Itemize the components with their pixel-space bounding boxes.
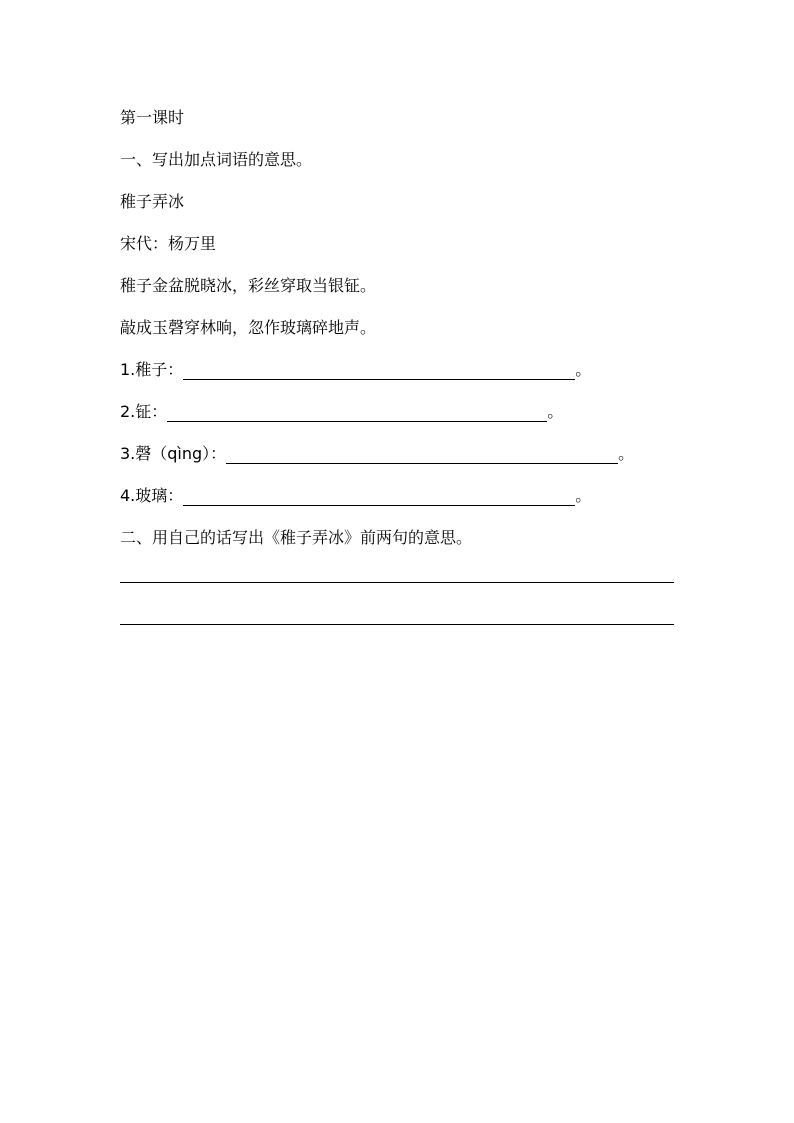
question-3-answer-blank[interactable] bbox=[226, 447, 618, 464]
question-2-label: 2.钲： bbox=[120, 402, 168, 421]
poem-title: 稚子弄冰 bbox=[120, 192, 185, 211]
question-2 bbox=[120, 402, 563, 422]
poem-author: 宋代：杨万里 bbox=[120, 234, 217, 253]
question-4 bbox=[120, 486, 591, 506]
question-1 bbox=[120, 360, 591, 380]
section1-heading: 一、写出加点词语的意思。 bbox=[120, 150, 313, 169]
question-2-end: 。 bbox=[547, 402, 564, 421]
question-3 bbox=[120, 444, 634, 464]
question-4-end: 。 bbox=[575, 486, 592, 505]
lesson-title: 第一课时 bbox=[120, 108, 185, 127]
answer-line-1[interactable] bbox=[120, 582, 674, 583]
question-1-label: 1.稚子： bbox=[120, 360, 184, 379]
answer-line-2[interactable] bbox=[120, 624, 674, 625]
question-4-answer-blank[interactable] bbox=[183, 489, 575, 506]
question-3-label: 3.磬（qìng）： bbox=[120, 444, 227, 463]
poem-line-1: 稚子金盆脱晓冰，彩丝穿取当银钲。 bbox=[120, 276, 377, 295]
question-2-answer-blank[interactable] bbox=[167, 405, 547, 422]
poem-line-2: 敲成玉磬穿林响，忽作玻璃碎地声。 bbox=[120, 318, 377, 337]
section2-heading: 二、用自己的话写出《稚子弄冰》前两句的意思。 bbox=[120, 528, 473, 547]
question-3-end: 。 bbox=[618, 444, 635, 463]
question-1-answer-blank[interactable] bbox=[183, 363, 575, 380]
question-4-label: 4.玻璃： bbox=[120, 486, 184, 505]
question-1-end: 。 bbox=[575, 360, 592, 379]
